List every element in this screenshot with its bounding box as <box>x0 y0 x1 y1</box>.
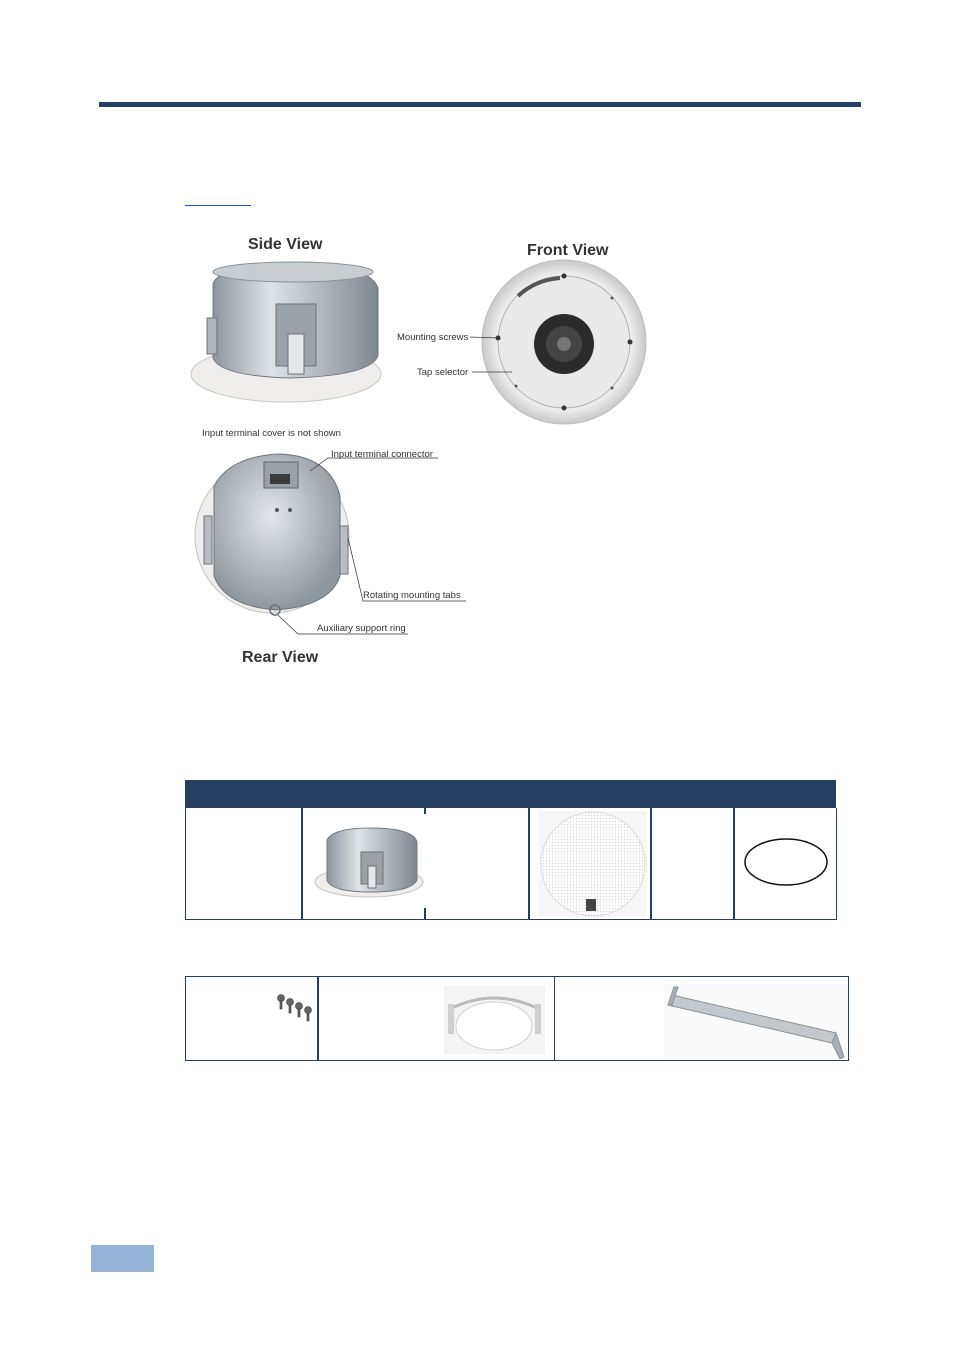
table-divider <box>733 808 735 919</box>
table-divider <box>301 808 303 919</box>
accessories-table <box>185 976 849 1061</box>
speaker-grille-thumbnail <box>539 811 647 917</box>
mounting-bracket-thumbnail <box>664 979 848 1059</box>
screws-thumbnail <box>272 992 318 1026</box>
table-divider <box>424 908 426 919</box>
gasket-ring-thumbnail <box>743 836 829 888</box>
support-ring-thumbnail <box>444 986 545 1054</box>
heading-rule <box>99 102 861 107</box>
input-terminal-connector-callout: Input terminal connector <box>331 449 433 460</box>
front-view-image <box>482 260 646 424</box>
table-divider <box>554 977 555 1060</box>
mounting-screws-callout: Mounting screws <box>397 332 469 343</box>
speaker-views-figure <box>180 226 680 676</box>
tap-selector-callout: Tap selector <box>417 367 469 378</box>
input-terminal-note: Input terminal cover is not shown <box>202 428 341 439</box>
side-view-image <box>191 262 381 402</box>
contents-table <box>185 808 837 920</box>
page-number-tab <box>91 1245 154 1272</box>
contents-table-header <box>185 780 836 808</box>
rear-view-title: Rear View <box>242 649 319 666</box>
speaker-thumbnail <box>313 822 427 900</box>
auxiliary-support-ring-callout: Auxiliary support ring <box>317 623 406 634</box>
side-view-title: Side View <box>248 236 323 253</box>
table-divider <box>650 808 652 919</box>
table-divider <box>424 808 426 814</box>
rear-view-image <box>195 454 349 615</box>
front-view-title: Front View <box>527 242 609 259</box>
cross-reference-link[interactable] <box>185 205 251 206</box>
table-divider <box>528 808 530 919</box>
rotating-mounting-tabs-callout: Rotating mounting tabs <box>363 590 461 601</box>
